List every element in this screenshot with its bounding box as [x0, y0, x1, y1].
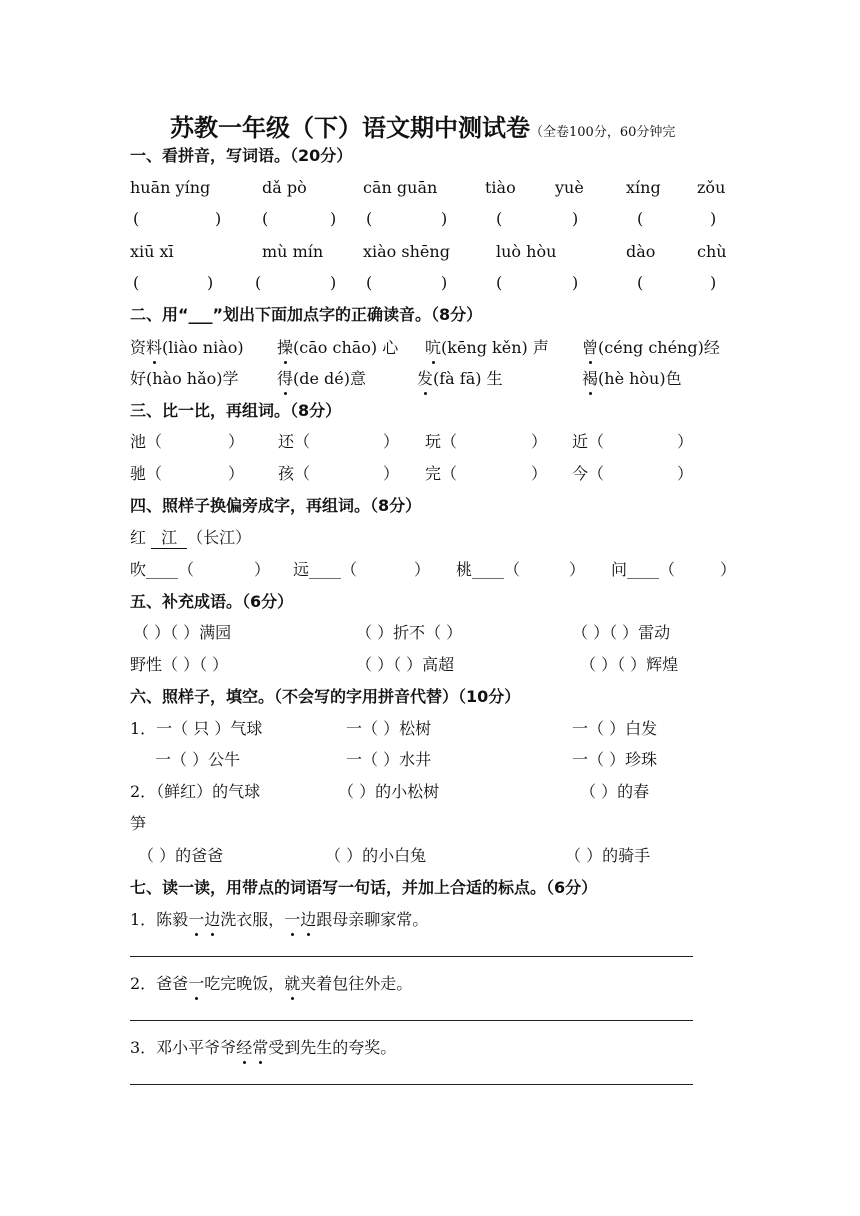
paren-close: ) [441, 273, 448, 292]
paren-close: ) [710, 209, 717, 228]
fill-item: 一（ ）公牛 [155, 750, 241, 769]
pinyin-1: huān yíng [130, 178, 211, 197]
pinyin-5: yuè [555, 178, 584, 197]
idiom-item: （ ）（ ）满园 [133, 623, 232, 642]
sentence-prompt-2 [130, 974, 412, 994]
dotted-char: 发 [417, 369, 434, 388]
radical-close: ） [254, 560, 271, 579]
pinyin-6: xíng [626, 178, 661, 197]
prompt-text: 1．陈毅 [130, 910, 189, 929]
compare-item: 完（ [425, 464, 458, 483]
answer-line-2[interactable] [130, 1020, 693, 1021]
plain-char: 资 [130, 338, 147, 357]
answer-line-1[interactable] [130, 956, 693, 957]
pinyin-9: mù mín [262, 242, 324, 261]
idiom-item: （ ）（ ）雷动 [572, 623, 671, 642]
reading-options: (fà fā) 生 [433, 369, 503, 388]
radical-item: 桃____（ [456, 560, 521, 579]
paren-close: ) [710, 273, 717, 292]
reading-item-5: 好(hào hǎo)学 [130, 369, 239, 388]
reading-options: (liào niào) [162, 338, 244, 357]
paren-close: ) [330, 209, 337, 228]
dotted-char: 经 [236, 1038, 253, 1057]
reading-options: (hè hòu)色 [598, 369, 682, 388]
sentence-prompt-1 [130, 910, 428, 930]
compare-close: ） [531, 464, 548, 483]
prompt-text: 夹着包往外走。 [300, 974, 413, 993]
section-4-heading: 四、照样子换偏旁成字，再组词。（8分） [130, 496, 422, 515]
dotted-char: 就 [284, 974, 301, 993]
example-char: 红 [130, 528, 147, 547]
compare-close: ） [531, 432, 548, 451]
fill-item: 一（ ）白发 [572, 719, 658, 738]
pinyin-11: luò hòu [496, 242, 557, 261]
compare-item: 近（ [572, 432, 605, 451]
idiom-item: （ ）（ ）辉煌 [580, 655, 679, 674]
fill-item: 一（ ）水井 [346, 750, 432, 769]
fill-item: 一（ ）松树 [346, 719, 432, 738]
dotted-char: 边 [204, 910, 221, 929]
fill-item: 1．一（ 只 ）气球 [130, 719, 263, 738]
reading-item-3 [425, 338, 549, 358]
reading-item-1 [130, 338, 244, 358]
paren-close: ) [330, 273, 337, 292]
title-main: 苏教一年级（下）语文期中测试卷 [170, 114, 530, 142]
radical-item: 吹____（ [130, 560, 195, 579]
dotted-char: 得 [277, 369, 294, 388]
paren-close: ) [441, 209, 448, 228]
title-note: （全卷100分，60分钟完 [530, 125, 676, 140]
fill-item: （ ）的爸爸 [138, 846, 224, 865]
dotted-char: 料 [146, 338, 163, 357]
paren-open: ( [262, 209, 269, 228]
reading-item-6 [277, 369, 366, 389]
section-1-heading: 一、看拼音，写词语。（20分） [130, 146, 353, 165]
pinyin-13: chù [697, 242, 727, 261]
compare-item: 孩（ [278, 464, 311, 483]
compare-item: 池（ [130, 432, 163, 451]
idiom-item: （ ）（ ）高超 [356, 655, 455, 674]
fill-item: 2．（鲜红）的气球 [130, 782, 261, 801]
reading-item-2 [277, 338, 398, 358]
prompt-text: 2．爸爸 [130, 974, 189, 993]
prompt-text: 跟母亲聊家常。 [316, 910, 429, 929]
dotted-char: 操 [277, 338, 294, 357]
compare-close: ） [228, 432, 245, 451]
paren-close: ) [572, 273, 579, 292]
example-word: （长江） [187, 528, 252, 547]
paren-open: ( [366, 273, 373, 292]
fill-item-wrap: 笋 [130, 814, 147, 833]
dotted-char: 一 [188, 974, 205, 993]
radical-item: 问____（ [611, 560, 676, 579]
compare-close: ） [677, 464, 694, 483]
dotted-char: 吭 [425, 338, 442, 357]
prompt-text: 3．邓小平爷爷 [130, 1038, 237, 1057]
reading-options: (céng chéng)经 [598, 338, 720, 357]
reading-options: (kēng kěn) 声 [441, 338, 549, 357]
compare-close: ） [383, 432, 400, 451]
radical-close: ） [414, 560, 431, 579]
paren-open: ( [133, 209, 140, 228]
fill-item: 一（ ）珍珠 [572, 750, 658, 769]
paren-close: ) [215, 209, 222, 228]
paren-open: ( [637, 209, 644, 228]
reading-options: (de dé)意 [293, 369, 367, 388]
prompt-text: 洗衣服， [220, 910, 285, 929]
page-title [170, 108, 675, 143]
paren-open: ( [366, 209, 373, 228]
fill-item: （ ）的小松树 [338, 782, 440, 801]
pinyin-2: dǎ pò [262, 178, 307, 197]
section-2-heading: 二、用“___”划出下面加点字的正确读音。（8分） [130, 305, 483, 324]
pinyin-10: xiào shēng [363, 242, 450, 261]
compare-close: ） [228, 464, 245, 483]
dotted-char: 一 [188, 910, 205, 929]
reading-item-7 [417, 369, 503, 389]
reading-item-8 [582, 369, 682, 389]
idiom-item: 野性（ ）（ ） [130, 655, 229, 674]
paren-open: ( [133, 273, 140, 292]
compare-item: 玩（ [425, 432, 458, 451]
fill-item: （ ）的骑手 [565, 846, 651, 865]
section-6-heading: 六、照样子，填空。（不会写的字用拼音代替）（10分） [130, 687, 521, 706]
radical-item: 远____（ [293, 560, 358, 579]
radical-close: ） [720, 560, 737, 579]
compare-item: 今（ [572, 464, 605, 483]
compare-close: ） [677, 432, 694, 451]
pinyin-8: xiū xī [130, 242, 174, 261]
paren-open: ( [255, 273, 262, 292]
prompt-text: 吃完晚饭， [204, 974, 285, 993]
dotted-char: 褐 [582, 369, 599, 388]
dotted-char: 曾 [582, 338, 599, 357]
sentence-prompt-3 [130, 1038, 396, 1058]
section-5-heading: 五、补充成语。（6分） [130, 592, 294, 611]
section-3-heading: 三、比一比，再组词。（8分） [130, 401, 342, 420]
reading-options: (cāo chāo) 心 [293, 338, 399, 357]
reading-item-4 [582, 338, 720, 358]
compare-item: 还（ [278, 432, 311, 451]
fill-item: （ ）的春 [580, 782, 650, 801]
paren-close: ) [207, 273, 214, 292]
pinyin-4: tiào [485, 178, 516, 197]
fill-item: （ ）的小白兔 [325, 846, 427, 865]
radical-close: ） [569, 560, 586, 579]
pinyin-7: zǒu [697, 178, 726, 197]
dotted-char: 常 [252, 1038, 269, 1057]
example-answer: 江 [151, 528, 187, 549]
paren-close: ) [572, 209, 579, 228]
pinyin-12: dào [626, 242, 656, 261]
paren-open: ( [496, 209, 503, 228]
example-line [130, 528, 251, 549]
section-7-heading: 七、读一读，用带点的词语写一句话，并加上合适的标点。（6分） [130, 878, 598, 897]
compare-close: ） [383, 464, 400, 483]
paren-open: ( [496, 273, 503, 292]
paren-open: ( [637, 273, 644, 292]
idiom-item: （ ）折不（ ） [356, 623, 463, 642]
pinyin-3: cān guān [363, 178, 438, 197]
prompt-text: 受到先生的夸奖。 [268, 1038, 397, 1057]
answer-line-3[interactable] [130, 1084, 693, 1085]
dotted-char: 一 [284, 910, 301, 929]
compare-item: 驰（ [130, 464, 163, 483]
dotted-char: 边 [300, 910, 317, 929]
